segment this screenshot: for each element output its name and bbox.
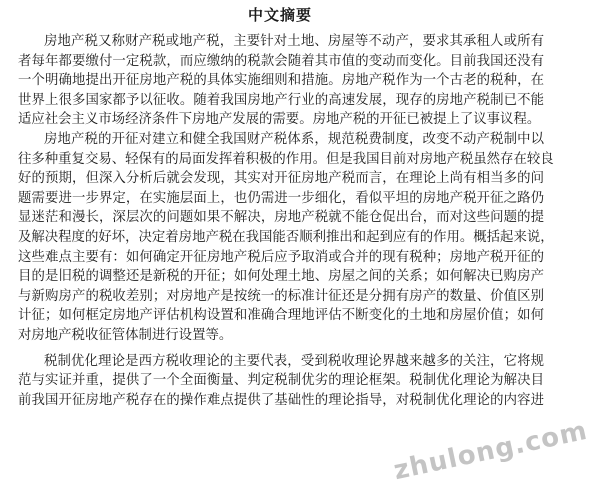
paragraph-line: 及解决程度的好坏，决定着房地产税在我国能否顺利推出和起到应有的作用。概括起来说， — [18, 229, 554, 245]
paragraph-line: 这些难点主要有：如何确定开征房地产税后应予取消或合并的现有税种；房地产税开征的 — [18, 249, 544, 265]
paragraph-line: 对房地产税收征管体制进行设置等。 — [18, 327, 233, 343]
paragraph-3 — [18, 352, 544, 411]
paragraph-line: 往多种重复交易、轻保有的局面发挥着积极的作用。但是我国目前对房地产税虽然存在较良 — [18, 151, 554, 167]
paragraph-line: 前我国开征房地产税存在的操作难点提供了基础性的理论指导，对税制优化理论的内容进 — [18, 392, 544, 408]
document-title: 中文摘要 — [247, 6, 312, 24]
paragraph-line: 适应社会主义市场经济条件下房地产发展的需要。房地产税的开征已被提上了议事议程。 — [18, 112, 541, 128]
paragraph-line: 一个明确地提出开征房地产税的具体实施细则和措施。房地产税作为一个古老的税种，在 — [18, 73, 544, 89]
paragraph-2 — [18, 130, 554, 346]
paragraph-line: 世界上很多国家都予以征收。随着我国房地产行业的高速发展，现存的房地产税制已不能 — [18, 92, 544, 108]
paragraph-line: 房地产税又称财产税或地产税，主要针对土地、房屋等不动产，要求其承租人或所有 — [44, 34, 544, 49]
abstract-body — [18, 32, 554, 410]
paragraph-line: 房地产税的开征对建立和健全我国财产税体系，规范税费制度，改变不动产税制中以 — [44, 131, 544, 147]
paragraph-line: 税制优化理论是西方税收理论的主要代表，受到税收理论界越来越多的关注，它将规 — [44, 353, 544, 369]
paragraph-line: 题需要进一步界定，在实施层面上，也仍需进一步细化，看似平坦的房地产税开征之路仍 — [18, 190, 544, 206]
paragraph-line: 好的预期，但深入分析后就会发现，其实对开征房地产税而言，在理论上尚有相当多的问 — [18, 171, 544, 187]
paragraph-line: 目的是旧税的调整还是新税的开征；如何处理土地、房屋之间的关系；如何解决已购房产 — [18, 269, 544, 285]
paragraph-line: 者每年都要缴付一定税款，而应缴纳的税款会随着其市值的变动而变化。目前我国还没有 — [18, 53, 544, 69]
paragraph-line: 范与实证并重，提供了一个全面衡量、判定税制优劣的理论框架。税制优化理论为解决目 — [18, 373, 544, 389]
paragraph-1 — [18, 32, 544, 130]
paragraph-line: 计征；如何框定房地产评估机构设置和准确合理地评估不断变化的土地和房屋价值；如何 — [18, 308, 544, 324]
paragraph-line: 与新购房产的税收差别；对房地产是按统一的标准计征还是分拥有房产的数量、价值区别 — [18, 288, 544, 304]
site-watermark: zhulong.com — [391, 415, 590, 486]
paragraph-line: 显迷茫和漫长，深层次的问题如果不解决，房地产税就不能仓促出台，而对这些问题的提 — [18, 210, 544, 226]
